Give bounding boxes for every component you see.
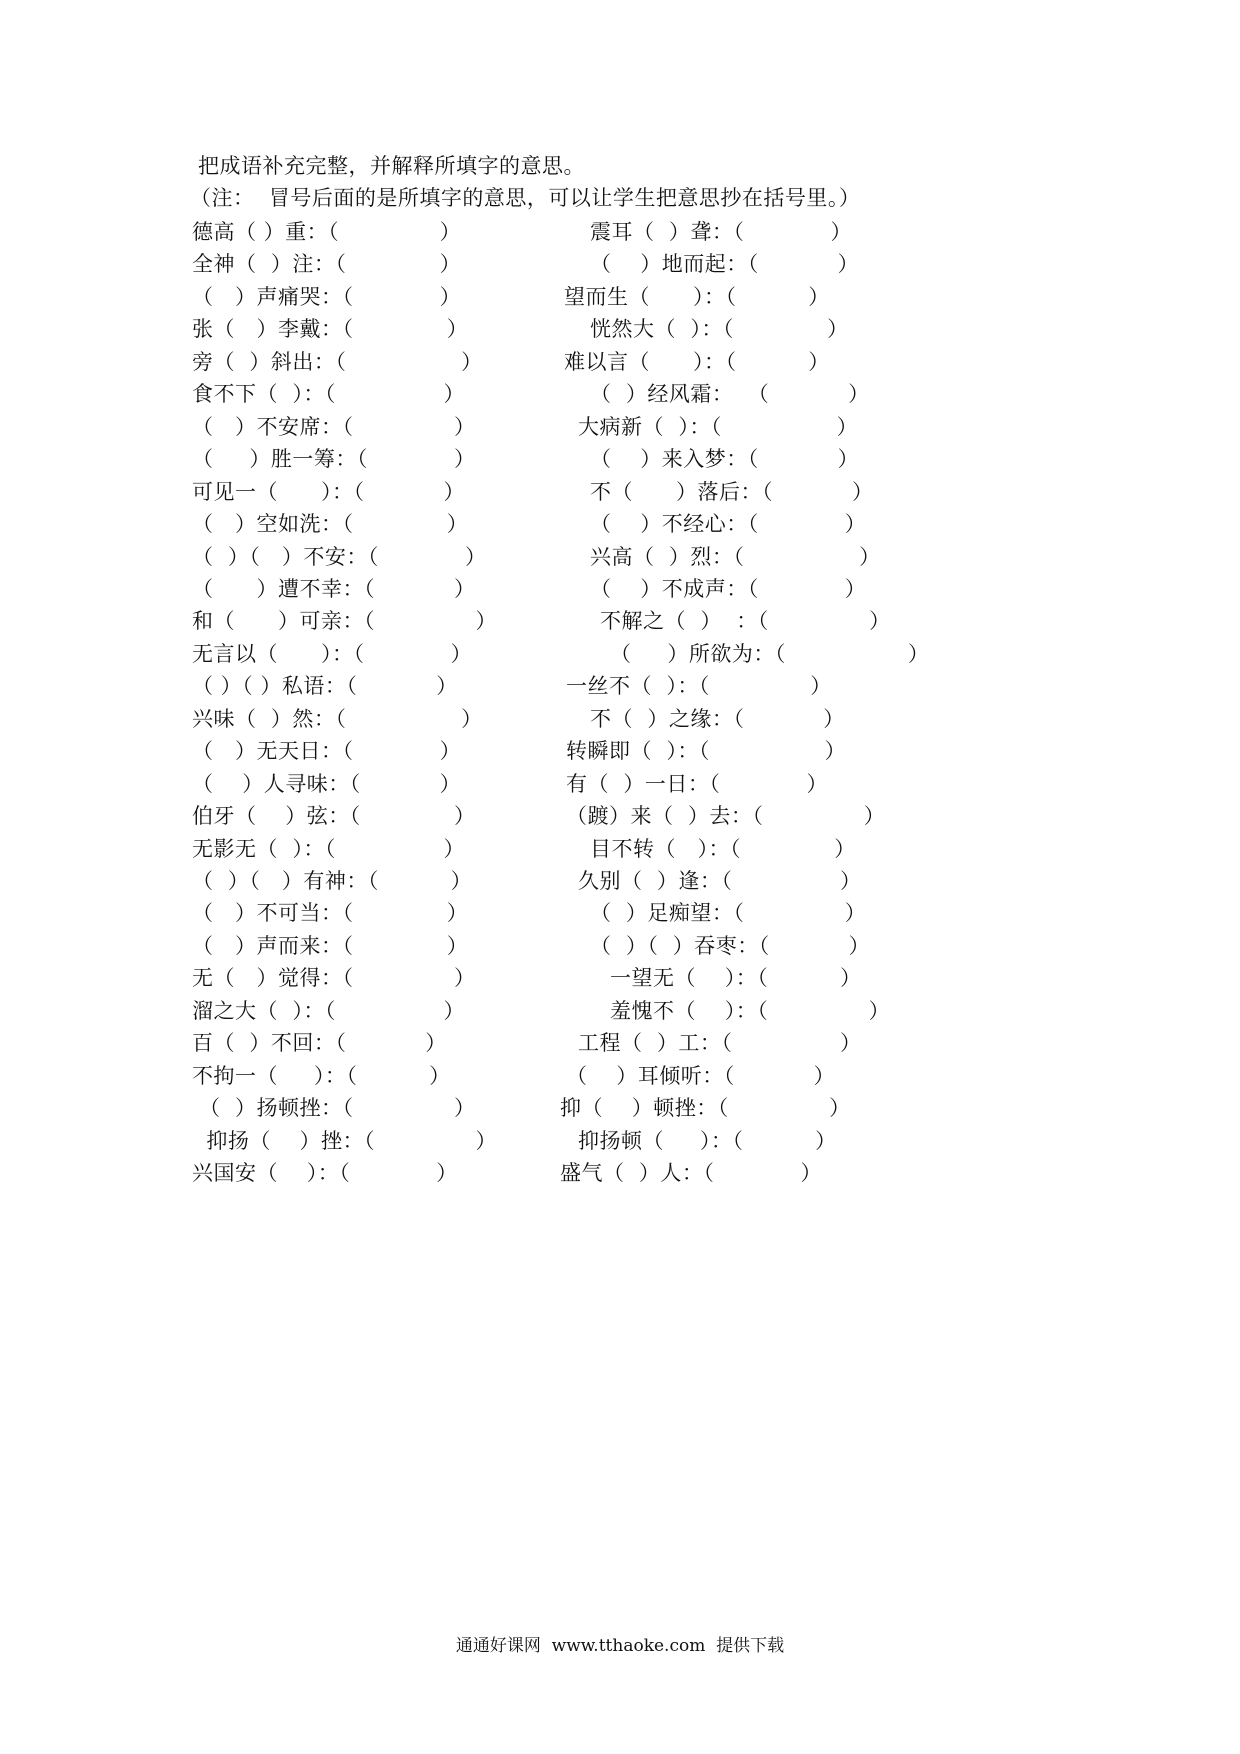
- idiom-row: [0, 216, 1240, 248]
- idiom-row: [0, 476, 1240, 508]
- idiom-row: [0, 962, 1240, 994]
- idiom-left: 无言以（ ）：（ ）: [192, 641, 473, 666]
- idiom-left: 伯牙（ ）弦：（ ）: [192, 804, 476, 829]
- idiom-row: [0, 1027, 1240, 1059]
- idiom-row: [0, 573, 1240, 605]
- idiom-right: 一丝不（ ）：（ ）: [566, 674, 832, 699]
- idiom-row: [0, 1092, 1240, 1124]
- idiom-left: （ ）不可当：（ ）: [192, 901, 469, 926]
- idiom-row: [0, 768, 1240, 800]
- idiom-left: （ ）人寻味：（ ）: [192, 771, 462, 796]
- idiom-left: （ ）（ ）私语：（ ）: [192, 674, 458, 699]
- idiom-right: 兴高（ ）烈：（ ）: [590, 544, 881, 569]
- idiom-row: [0, 897, 1240, 929]
- idiom-right: 盛气（ ）人：（ ）: [560, 1161, 822, 1186]
- idiom-left: 德高（ ）重：（ ）: [192, 220, 462, 244]
- idiom-row: [0, 865, 1240, 897]
- idiom-right: 目不转（ ）：（ ）: [590, 836, 856, 861]
- idiom-row: [0, 443, 1240, 475]
- idiom-left: 兴味（ ）然：（ ）: [192, 706, 483, 731]
- idiom-row: [0, 605, 1240, 637]
- idiom-left: 抑扬（ ）挫：（ ）: [192, 1128, 498, 1153]
- idiom-left: 兴国安（ ）：（ ）: [192, 1161, 458, 1186]
- idiom-left: 张（ ）李戴：（ ）: [192, 317, 469, 342]
- idiom-left: （ ）声而来：（ ）: [192, 933, 469, 958]
- idiom-right: （ ）不成声：（ ）: [590, 576, 867, 601]
- idiom-row: [0, 995, 1240, 1027]
- idiom-row: [0, 703, 1240, 735]
- idiom-row: [0, 930, 1240, 962]
- idiom-right: 羞愧不（ ）：（ ）: [610, 998, 891, 1023]
- idiom-row: [0, 281, 1240, 313]
- idiom-right: 恍然大（ ）：（ ）: [590, 317, 849, 342]
- idiom-right: （ ）所欲为：（ ）: [610, 641, 930, 666]
- idiom-left: （ ）无天日：（ ）: [192, 739, 462, 764]
- idiom-left: 旁（ ）斜出：（ ）: [192, 349, 483, 374]
- idiom-right: 不解之（ ） ：（ ）: [600, 609, 891, 634]
- idiom-row: [0, 508, 1240, 540]
- idiom-right: 望而生（ ）：（ ）: [564, 284, 830, 309]
- idiom-right: 大病新（ ）：（ ）: [578, 414, 859, 439]
- idiom-right: 工程（ ）工：（ ）: [578, 1031, 862, 1056]
- idiom-left: （ ）扬顿挫：（ ）: [192, 1096, 476, 1121]
- idiom-right: （ ）经风霜： （ ）: [590, 382, 870, 407]
- idiom-right: 不（ ）之缘：（ ）: [590, 706, 845, 731]
- idiom-right: （ ）足痴望：（ ）: [590, 901, 867, 926]
- instruction-text: 把成语补充完整，并解释所填字的意思。: [198, 154, 585, 178]
- idiom-right: 转瞬即（ ）：（ ）: [566, 739, 847, 764]
- idiom-left: 溜之大（ ）：（ ）: [192, 998, 465, 1023]
- idiom-right: （踱）来（ ）去：（ ）: [566, 804, 886, 829]
- idiom-left: 和（ ）可亲：（ ）: [192, 609, 498, 634]
- idiom-left: （ ）空如洗：（ ）: [192, 512, 469, 537]
- idiom-row: [0, 411, 1240, 443]
- idiom-right: （ ）（ ）吞枣：（ ）: [590, 933, 871, 958]
- idiom-row: [0, 833, 1240, 865]
- idiom-left: 无（ ）觉得：（ ）: [192, 966, 476, 991]
- idiom-right: 不（ ）落后：（ ）: [590, 479, 874, 504]
- idiom-row: [0, 313, 1240, 345]
- idiom-right: 抑扬顿（ ）：（ ）: [578, 1128, 837, 1153]
- idiom-right: （ ）来入梦：（ ）: [590, 447, 860, 472]
- idiom-left: （ ）声痛哭：（ ）: [192, 284, 462, 309]
- idiom-right: （ ）耳倾听：（ ）: [566, 1063, 836, 1088]
- idiom-right: 一望无（ ）：（ ）: [610, 966, 862, 991]
- idiom-left: 百（ ）不回：（ ）: [192, 1031, 447, 1056]
- idiom-row: [0, 638, 1240, 670]
- idiom-right: 抑（ ）顿挫：（ ）: [560, 1096, 851, 1121]
- idiom-left: （ ）（ ）有神：（ ）: [192, 869, 473, 893]
- idiom-left: （ ）遭不幸：（ ）: [192, 576, 476, 601]
- idiom-left: （ ）胜一筹：（ ）: [192, 447, 476, 472]
- idiom-row: [0, 346, 1240, 378]
- idiom-row: [0, 735, 1240, 767]
- idiom-right: 震耳（ ）聋：（ ）: [590, 220, 852, 244]
- page-footer: 通通好课网 www.tthaoke.com 提供下载: [455, 1636, 785, 1656]
- idiom-row: [0, 1157, 1240, 1189]
- idiom-row: [0, 1125, 1240, 1157]
- idiom-row: [0, 670, 1240, 702]
- idiom-left: 可见一（ ）：（ ）: [192, 479, 465, 504]
- idiom-row: [0, 1060, 1240, 1092]
- idiom-right: 久别（ ）逢：（ ）: [578, 869, 862, 893]
- idiom-right: （ ）地而起：（ ）: [590, 252, 860, 277]
- idiom-row: [0, 541, 1240, 573]
- note-text: （注： 冒号后面的是所填字的意思，可以让学生把意思抄在括号里。）: [190, 186, 861, 210]
- idiom-left: 无影无（ ）：（ ）: [192, 836, 465, 861]
- idiom-left: （ ）（ ）不安：（ ）: [192, 544, 487, 569]
- idiom-right: 难以言（ ）：（ ）: [564, 349, 830, 374]
- idiom-left: （ ）不安席：（ ）: [192, 414, 476, 439]
- idiom-right: 有（ ）一日：（ ）: [566, 771, 828, 796]
- idiom-right: （ ）不经心：（ ）: [590, 512, 867, 537]
- idiom-row: [0, 800, 1240, 832]
- idiom-row: [0, 248, 1240, 280]
- idiom-left: 全神（ ）注：（ ）: [192, 252, 462, 277]
- idiom-row: [0, 378, 1240, 410]
- idiom-left: 食不下（ ）：（ ）: [192, 382, 465, 407]
- idiom-left: 不拘一（ ）：（ ）: [192, 1063, 451, 1088]
